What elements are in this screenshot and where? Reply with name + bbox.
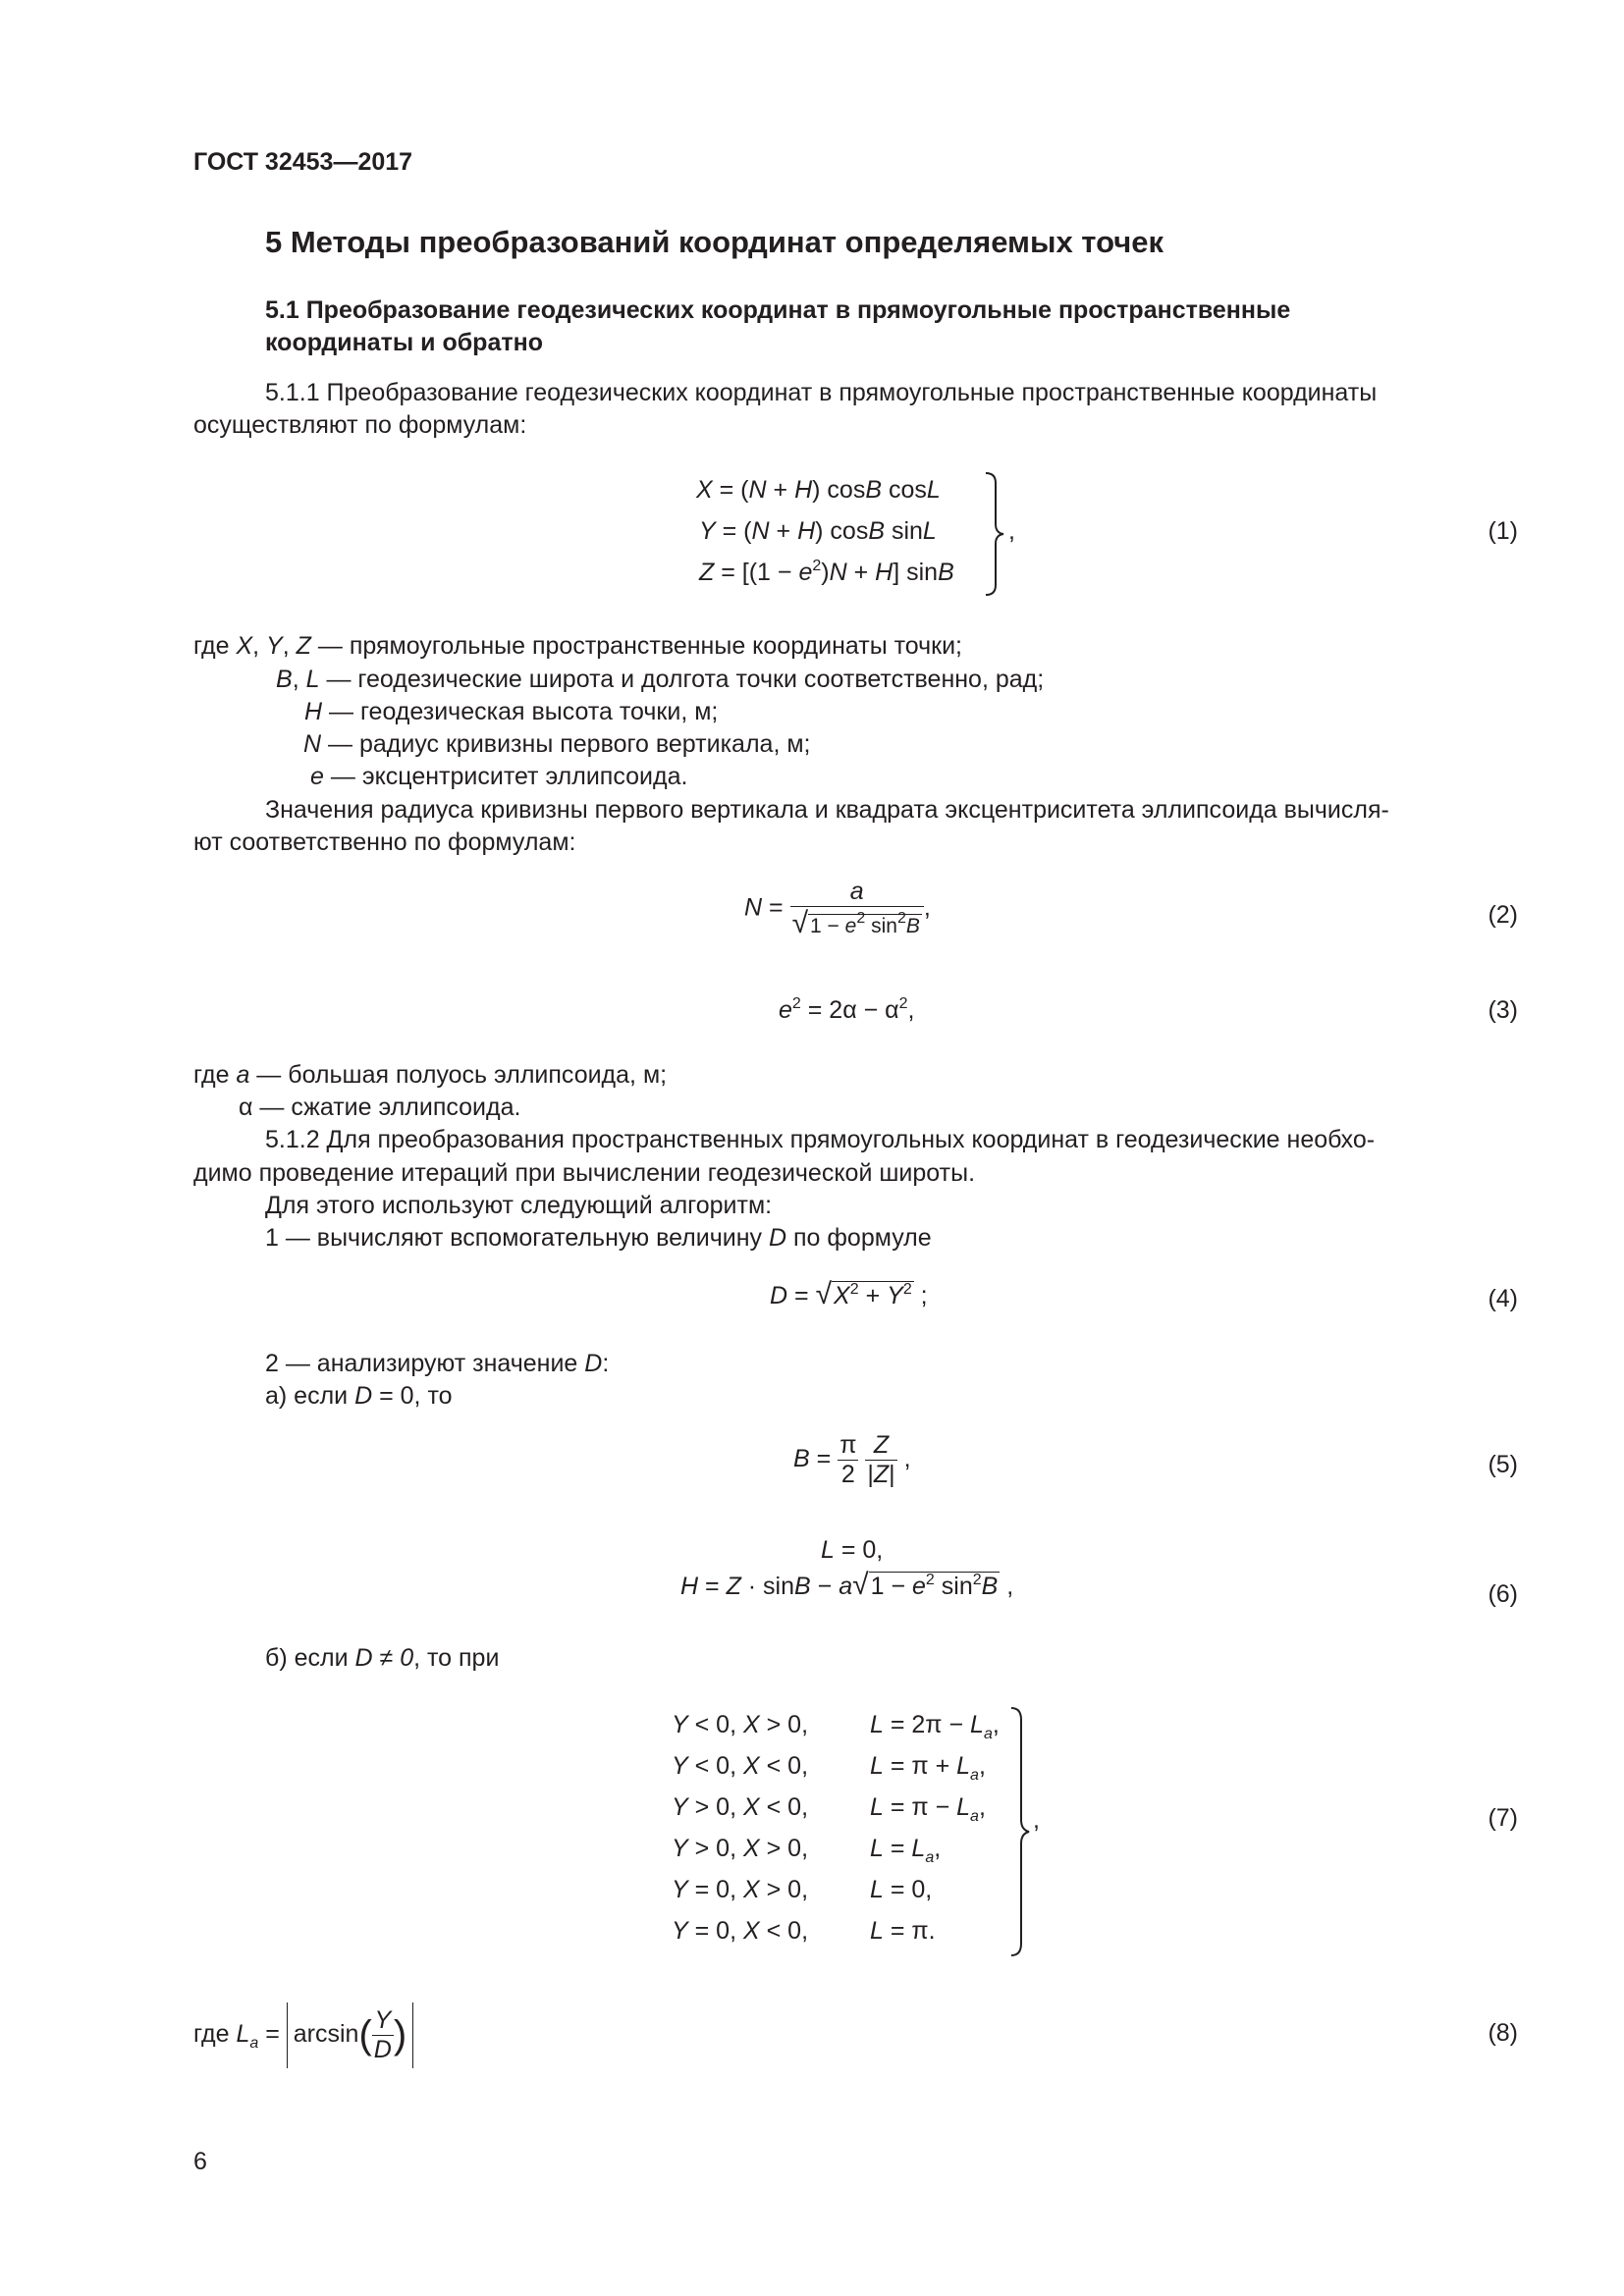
para-algo: Для этого используют следующий алгоритм:: [265, 1192, 773, 1219]
formula-7-row3: Y > 0, X < 0,: [672, 1793, 809, 1821]
where2-line1: где a — большая полуось эллипсоида, м;: [193, 1061, 668, 1089]
subsection-title-line1: 5.1 Преобразование геодезических координат в прямоугольные пространственные: [265, 296, 1291, 324]
case-b-text: б) если: [265, 1644, 349, 1672]
step-2-text: 2 — анализируют значение: [265, 1350, 578, 1377]
where1-line3: H — геодезическая высота точки, м;: [304, 698, 719, 725]
formula-7-row1-result: $L = 2\pi - L_a$,: [870, 1711, 1000, 1742]
where2-line2: α — сжатие эллипсоида.: [239, 1094, 521, 1121]
para-511-line2: осуществляют по формулам:: [193, 411, 527, 439]
formula-7-comma: ,: [1033, 1806, 1040, 1834]
para-511-line1: 5.1.1 Преобразование геодезических координат в прямоугольные пространственные координаты: [265, 379, 1378, 406]
formula-2: N = $\frac{a}{√1 - e^2 \sin^2B}$ ,: [744, 878, 931, 939]
step-1-tail: по формуле: [792, 1224, 932, 1252]
para-512-line2: димо проведение итераций при вычислении геодезической широты.: [193, 1159, 976, 1187]
eq-number-8: (8): [1488, 2019, 1518, 2047]
formula-7-row5-result: L = 0,: [870, 1876, 933, 1903]
case-b-tail: , то при: [413, 1644, 500, 1672]
formula-1-line2: Y = (N + H) cosB sinL: [699, 517, 937, 545]
formula-4: $D = √X^2 + Y^2$ ;: [770, 1278, 928, 1310]
case-a-text: а) если: [265, 1382, 349, 1410]
para-512-line1: 5.1.2 Для преобразования пространственных прямоугольных координат в геодезические необхо-: [265, 1126, 1376, 1153]
eq-number-1: (1): [1488, 517, 1518, 545]
eq-number-6: (6): [1488, 1580, 1518, 1608]
formula-5: B = $\frac{\pi}{2}$ $\frac{Z}{|Z|}$ ,: [793, 1431, 911, 1488]
formula-1-line3: $Z = [(1 - e^2)N + H]$ sinB: [699, 558, 954, 586]
subsection-title-line2: координаты и обратно: [265, 329, 543, 356]
where1-line2: B, L — геодезические широта и долгота точки соответственно, рад;: [276, 666, 1045, 693]
formula-7-row1: Y < 0, X > 0,: [672, 1711, 809, 1738]
case-a: а) если D = 0, то: [265, 1382, 453, 1410]
formula-7-row2-result: $L = \pi + L_a$,: [870, 1752, 986, 1784]
formula-1-brace: [982, 471, 1021, 599]
eq-number-4: (4): [1488, 1285, 1518, 1312]
formula-6-line1: L = 0,: [821, 1536, 884, 1564]
para-values-line2: ют соответственно по формулам:: [193, 828, 576, 856]
para-values-line1: Значения радиуса кривизны первого вертикала и квадрата эксцентриситета эллипсоида вычисля-: [265, 796, 1389, 824]
eq-number-7: (7): [1488, 1804, 1518, 1832]
where1-line4: N — радиус кривизны первого вертикала, м;: [303, 730, 811, 758]
case-a-tail: = 0, то: [379, 1382, 453, 1410]
where1-line2-text: геодезические широта и долгота точки соответственно, рад;: [357, 666, 1045, 693]
where1-line1: где X, Y, Z — прямоугольные пространственные координаты точки;: [193, 632, 963, 660]
document-header: ГОСТ 32453—2017: [193, 148, 413, 176]
formula-1-comma: ,: [1008, 517, 1015, 545]
formula-8: где $L_a = \arcsin$( $\frac{Y}{D}$ ): [193, 2002, 413, 2068]
page-number: 6: [193, 2148, 207, 2175]
step-2: 2 — анализируют значение D:: [265, 1350, 610, 1377]
eq-number-5: (5): [1488, 1451, 1518, 1478]
where2-line1-text: большая полуось эллипсоида, м;: [288, 1061, 668, 1089]
formula-7-row4: Y > 0, X > 0,: [672, 1835, 809, 1862]
formula-3: $e^2 = 2\alpha - \alpha^2$,: [779, 995, 915, 1024]
formula-6-line2: $H = Z \cdot \sin B - a√1 - e^2$ $\sin^2B$ ,: [680, 1569, 1014, 1601]
section-title: 5 Методы преобразований координат определяемых точек: [265, 225, 1164, 259]
eq-number-3: (3): [1488, 996, 1518, 1024]
eq-number-2: (2): [1488, 901, 1518, 929]
step-1: 1 — вычисляют вспомогательную величину D по формуле: [265, 1224, 932, 1252]
formula-7-row3-result: $L = \pi - L_a$,: [870, 1793, 986, 1825]
case-b: б) если D ≠ 0, то при: [265, 1644, 500, 1672]
where1-line5-text: эксцентриситет эллипсоида.: [361, 763, 688, 790]
where1-line4-text: радиус кривизны первого вертикала, м;: [358, 730, 811, 758]
where1-line5: e — эксцентриситет эллипсоида.: [310, 763, 688, 790]
formula-7-row4-result: $L = L_a$,: [870, 1835, 942, 1866]
formula-7-row2: Y < 0, X < 0,: [672, 1752, 809, 1780]
formula-7-brace: [1007, 1706, 1047, 1957]
where1-line3-text: геодезическая высота точки, м;: [359, 698, 719, 725]
where1-line1-text: прямоугольные пространственные координаты точки;: [349, 632, 963, 660]
formula-7-row6: Y = 0, X < 0,: [672, 1917, 809, 1945]
where2-line2-text: сжатие эллипсоида.: [291, 1094, 521, 1121]
formula-1-line1: X = (N + H) cosB cosL: [696, 476, 941, 504]
step-1-text: 1 — вычисляют вспомогательную величину: [265, 1224, 762, 1252]
formula-7-row5: Y = 0, X > 0,: [672, 1876, 809, 1903]
formula-7-row6-result: L = π.: [870, 1917, 936, 1945]
